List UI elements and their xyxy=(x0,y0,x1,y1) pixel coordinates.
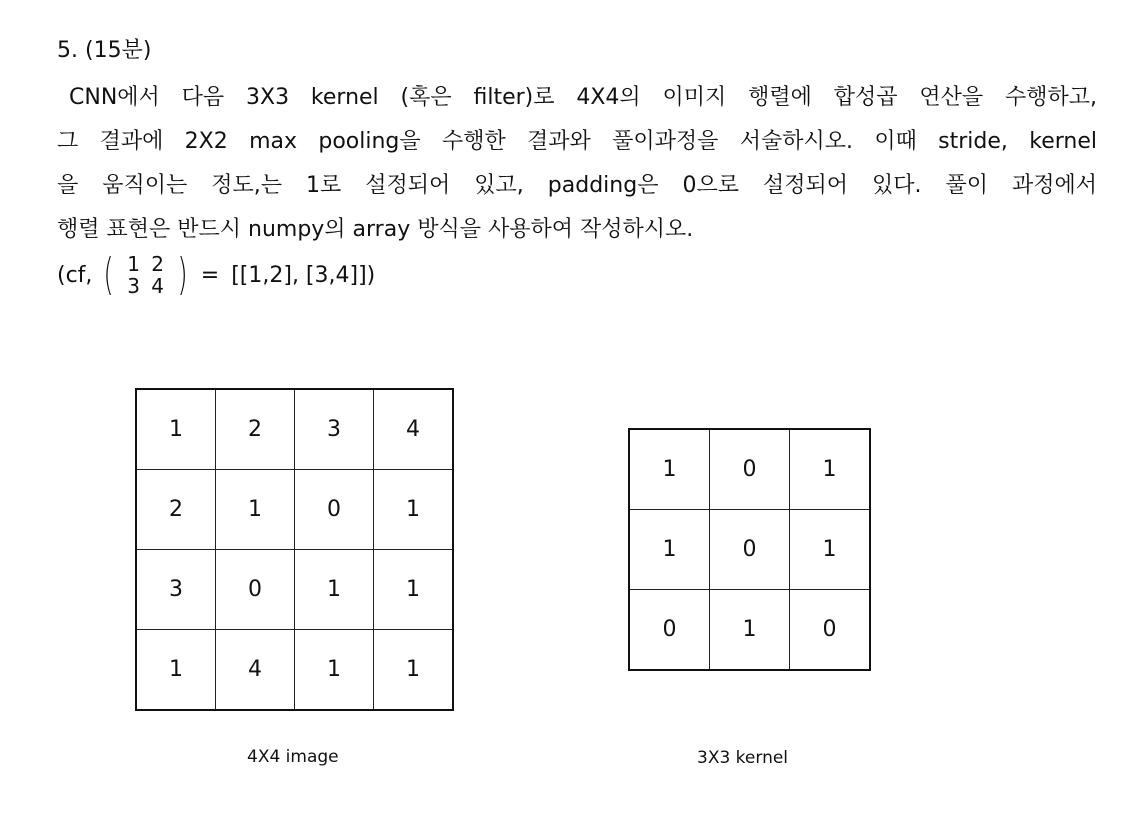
image-matrix-body xyxy=(136,389,453,710)
kernel-matrix-cell: 1 xyxy=(629,429,710,510)
kernel-matrix-cell: 0 xyxy=(710,510,790,590)
kernel-matrix-table xyxy=(628,428,871,671)
cf-note xyxy=(57,250,375,300)
image-matrix-table xyxy=(135,388,454,711)
image-matrix-row xyxy=(136,470,453,550)
problem-line-4: 행렬 표현은 반드시 numpy의 array 방식을 사용하여 작성하시오. xyxy=(57,217,694,242)
left-paren: ( xyxy=(103,249,115,300)
problem-text xyxy=(57,76,1097,252)
image-matrix-row xyxy=(136,630,453,711)
image-matrix-cell: 1 xyxy=(374,470,454,550)
problem-number: 5. (15분) xyxy=(57,38,152,63)
kernel-matrix-row xyxy=(629,429,870,510)
kernel-matrix-cell: 1 xyxy=(629,510,710,590)
problem-line-1: CNN에서 다음 3X3 kernel (혹은 filter)로 4X4의 이미지 행렬에 합성곱 연산을 수행하고, xyxy=(69,85,1097,110)
image-matrix-cell: 0 xyxy=(295,470,374,550)
image-matrix-cell: 2 xyxy=(136,470,216,550)
example-matrix-cell: 2 xyxy=(151,252,164,276)
example-matrix-cell: 4 xyxy=(151,274,164,298)
image-matrix-cell: 4 xyxy=(216,630,295,711)
problem-line-3: 을 움직이는 정도,는 1로 설정되어 있고, padding은 0으로 설정되어 있다. 풀이 과정에서 xyxy=(57,173,1097,198)
image-matrix-cell: 1 xyxy=(136,630,216,711)
image-matrix-cell: 1 xyxy=(295,630,374,711)
kernel-matrix-cell: 0 xyxy=(629,590,710,671)
right-paren: ) xyxy=(177,249,188,300)
kernel-caption: 3X3 kernel xyxy=(697,748,789,768)
kernel-matrix-cell: 1 xyxy=(790,510,871,590)
image-matrix-cell: 1 xyxy=(374,550,454,630)
kernel-matrix-row xyxy=(629,510,870,590)
image-matrix-cell: 1 xyxy=(295,550,374,630)
example-matrix-cell: 3 xyxy=(127,274,140,298)
image-matrix-cell: 0 xyxy=(216,550,295,630)
example-matrix xyxy=(122,253,170,297)
image-caption: 4X4 image xyxy=(247,747,339,767)
image-matrix-cell: 4 xyxy=(374,389,454,470)
image-matrix-cell: 3 xyxy=(136,550,216,630)
kernel-matrix-row xyxy=(629,590,870,671)
kernel-matrix-cell: 0 xyxy=(710,429,790,510)
image-matrix-cell: 3 xyxy=(295,389,374,470)
cf-prefix: (cf, xyxy=(57,262,93,288)
kernel-matrix-cell: 1 xyxy=(790,429,871,510)
array-notation: [[1,2], [3,4]]) xyxy=(231,262,376,288)
kernel-matrix-body xyxy=(629,429,870,670)
image-matrix-row xyxy=(136,550,453,630)
kernel-matrix-cell: 0 xyxy=(790,590,871,671)
image-matrix-cell: 1 xyxy=(216,470,295,550)
example-matrix-cell: 1 xyxy=(127,252,140,276)
image-matrix-cell: 1 xyxy=(374,630,454,711)
image-matrix-cell: 2 xyxy=(216,389,295,470)
image-matrix-row xyxy=(136,389,453,470)
problem-line-2: 그 결과에 2X2 max pooling을 수행한 결과와 풀이과정을 서술하시오. 이때 stride, kernel xyxy=(57,129,1097,154)
image-matrix-cell: 1 xyxy=(136,389,216,470)
equals-sign: = xyxy=(200,262,220,288)
kernel-matrix-cell: 1 xyxy=(710,590,790,671)
